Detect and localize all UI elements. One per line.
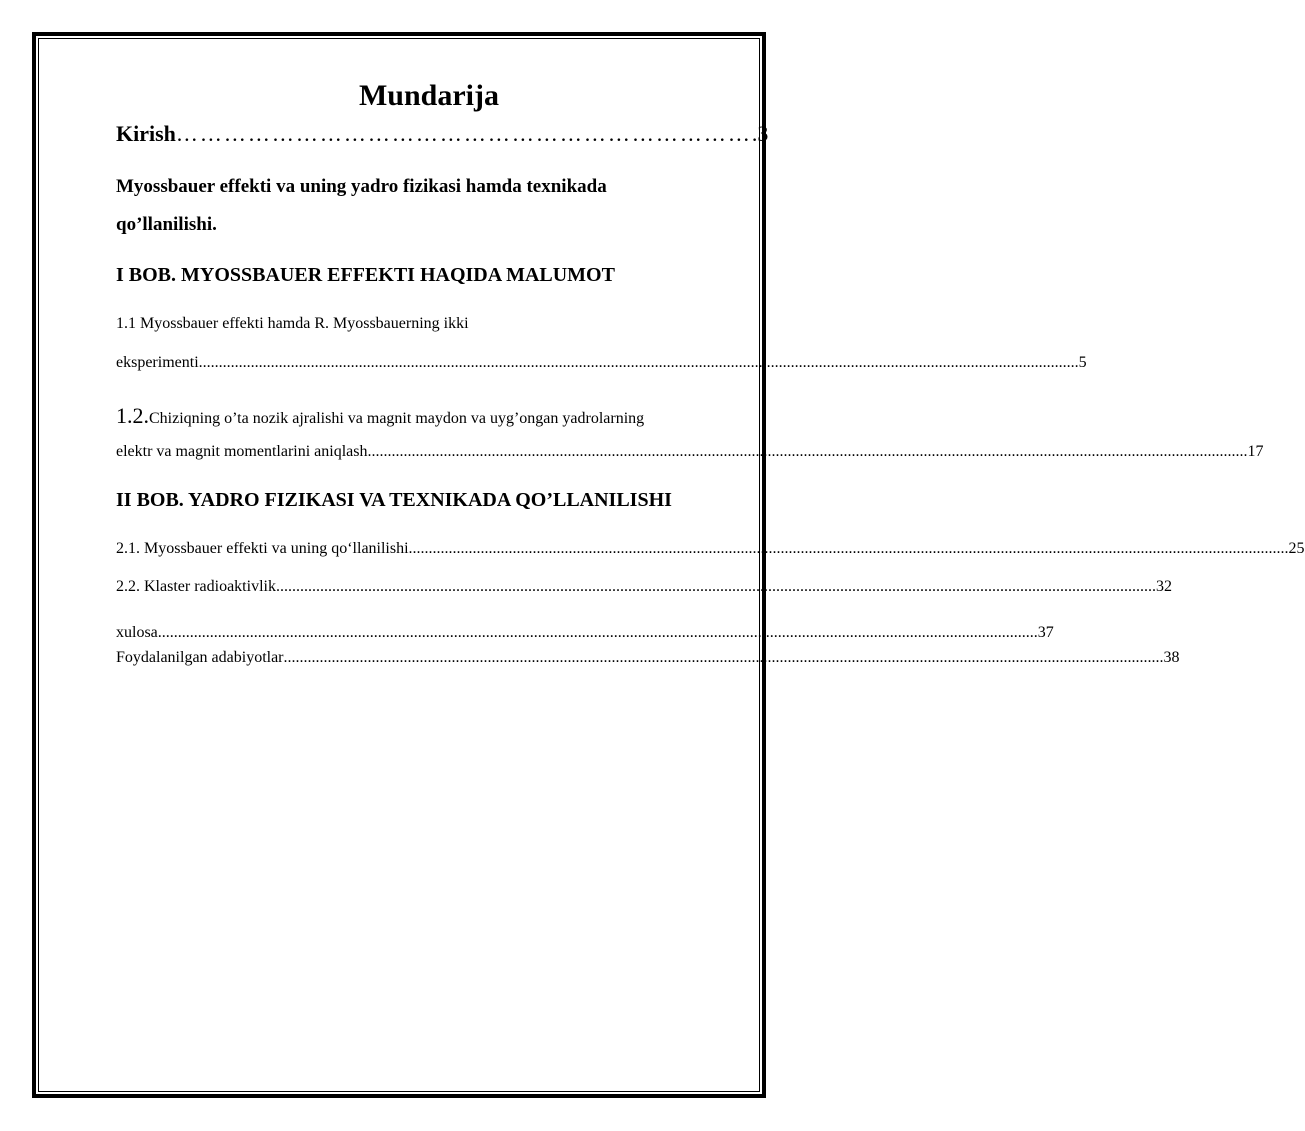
toc-entry-label: elektr va magnit momentlarini aniqlash [116,443,368,460]
toc-leader-dots: ............................................................................................................................................................................................................................ [275,578,1156,595]
toc-entry-label: 2.1. Myossbauer effekti va uning qo‘llanilishi [116,540,409,557]
toc-entry-text: Chiziqning o’ta nozik ajralishi va magnit maydon va uyg’ongan yadrolarning [149,410,645,427]
toc-entry-label: xulosa [116,624,158,641]
toc-leader-dots: ............................................................................................................................................................................................................................ [198,354,1079,371]
toc-page-number: 5 [1078,354,1087,371]
toc-leader-dots: ............................................................................................................................................................................................................................ [408,540,1289,557]
toc-leader-dots: ……………………………………………………………… [175,121,752,146]
toc-page-number: .3 [751,121,769,146]
toc-entry-label: 2.2. Klaster radioaktivlik [116,578,276,595]
chapter-2-heading[interactable]: II BOB. YADRO FIZIKASI VA TEXNIKADA QO’LLANILISHI [116,489,672,511]
toc-leader-dots: ............................................................................................................................................................................................................................ [283,649,1164,666]
subtitle-line-2: qo’llanilishi. [116,214,217,235]
toc-page-number: 32 [1155,578,1172,595]
toc-entry-label: Kirish [116,121,176,146]
toc-entry-1-1-line1: 1.1 Myossbauer effekti hamda R. Myossbauerning ikki [116,315,469,332]
toc-entry-2-1[interactable] [116,538,1305,560]
toc-entry-1-1[interactable] [116,352,1087,374]
toc-entry-references[interactable] [116,647,1180,669]
toc-entry-1-2-line1 [116,405,644,430]
document-title: Mundarija [358,79,499,112]
toc-entry-conclusion[interactable] [116,622,1054,644]
chapter-1-heading[interactable]: I BOB. MYOSSBAUER EFFEKTI HAQIDA MALUMOT [116,264,615,286]
toc-entry-2-2[interactable] [116,576,1172,598]
toc-entry-1-2[interactable] [116,441,1264,463]
toc-leader-dots: ............................................................................................................................................................................................................................ [367,443,1248,460]
toc-page-number: 38 [1163,649,1180,666]
toc-entry-number: 1.2. [116,403,149,428]
toc-leader-dots: ............................................................................................................................................................................................................................ [157,624,1038,641]
subtitle-line-1: Myossbauer effekti va uning yadro fizikasi hamda texnikada [116,176,607,197]
toc-page-number: 37 [1037,624,1054,641]
toc-entry-label: eksperimenti [116,354,199,371]
toc-entry-intro[interactable] [116,118,769,150]
toc-page-number: 25 [1288,540,1305,557]
toc-page-number: 17 [1247,443,1264,460]
toc-entry-label: Foydalanilgan adabiyotlar [116,649,284,666]
